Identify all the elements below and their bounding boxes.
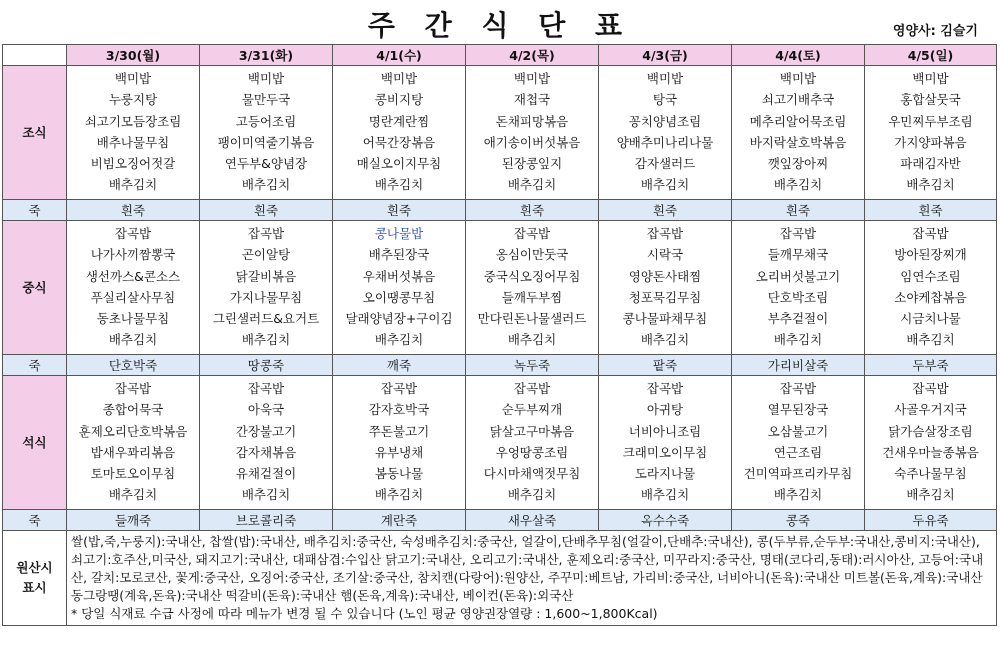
porridge-cell: 두유죽 (865, 510, 997, 531)
menu-item: 백미밥 (513, 71, 551, 86)
evening-porridge-row (3, 510, 997, 531)
menu-item: 크래미오이무침 (622, 444, 708, 460)
menu-item: 메추리알어묵조림 (749, 113, 847, 129)
day-header: 4/5(일) (865, 45, 997, 66)
menu-item: 백미밥 (247, 71, 285, 86)
menu-item: 물만두국 (241, 92, 291, 108)
menu-item: 배추김치 (374, 177, 424, 193)
menu-item: 봄동나물 (374, 466, 424, 482)
menu-item: 열무된장국 (767, 402, 829, 418)
lunch-cell (732, 221, 865, 355)
menu-item: 닭갈비볶음 (235, 268, 297, 284)
origin-row (3, 531, 997, 626)
porridge-cell: 새우살죽 (466, 510, 599, 531)
menu-item: 잡곡밥 (779, 226, 817, 241)
origin-info (67, 531, 997, 626)
menu-change-note: * 당일 식재료 수급 사정에 따라 메뉴가 변경 될 수 있습니다 (노인 평균 영양권장열량 : 1,600~1,800Kcal) (71, 606, 658, 621)
menu-item: 잡곡밥 (513, 381, 551, 396)
menu-item: 들깨무채국 (767, 247, 829, 263)
menu-item: 토마토오이무침 (90, 466, 176, 482)
menu-item: 아귀탕 (646, 402, 684, 418)
day-header: 3/30(월) (67, 45, 200, 66)
menu-item: 꽁치양념조림 (628, 113, 702, 129)
menu-item: 돈채피망볶음 (495, 113, 569, 129)
menu-item: 백미밥 (114, 71, 152, 86)
menu-item: 애기송이버섯볶음 (483, 134, 581, 150)
page-title: 주 간 식 단 표 (367, 9, 633, 42)
menu-item: 우민찌두부조림 (888, 113, 973, 129)
menu-item: 건미역파프리카무침 (743, 466, 853, 482)
menu-item: 임연수조림 (900, 268, 961, 284)
menu-item: 팽이미역줄기볶음 (217, 134, 315, 150)
dinner-cell (67, 376, 200, 510)
porridge-cell: 옥수수죽 (599, 510, 732, 531)
menu-item: 감자호박국 (368, 402, 430, 418)
lunch-cell (466, 221, 599, 355)
menu-item: 중국식오징어무침 (483, 268, 581, 284)
porridge-cell: 팥죽 (599, 355, 732, 376)
menu-item: 배추김치 (773, 332, 823, 348)
menu-item: 감자채볶음 (235, 444, 297, 460)
porridge-cell: 깨죽 (333, 355, 466, 376)
porridge-cell: 흰죽 (865, 200, 997, 221)
menu-item: 배추나물무침 (96, 134, 170, 150)
porridge-label: 죽 (3, 510, 67, 531)
menu-item: 고등어조림 (235, 113, 297, 129)
menu-item: 파래김자반 (900, 156, 961, 172)
menu-item: 그린샐러드&요거트 (212, 311, 320, 327)
menu-item: 유채겉절이 (235, 466, 297, 482)
menu-item: 쇠고기배추국 (761, 92, 835, 108)
morning-porridge-row (3, 200, 997, 221)
menu-item: 배추김치 (108, 487, 158, 503)
dinner-row (3, 376, 997, 510)
menu-item: 홍합살뭇국 (900, 92, 961, 108)
lunch-cell (67, 221, 200, 355)
lunch-row (3, 221, 997, 355)
lunch-label: 중식 (3, 221, 67, 355)
porridge-cell: 콩죽 (732, 510, 865, 531)
menu-item: 쇠고기모듬장조림 (84, 113, 182, 129)
porridge-cell: 두부죽 (865, 355, 997, 376)
menu-item: 동초나물무침 (96, 311, 170, 327)
menu-item: 잡곡밥 (380, 381, 418, 396)
afternoon-porridge-row (3, 355, 997, 376)
menu-item: 달래양념장+구이김 (345, 311, 453, 327)
menu-item: 잡곡밥 (114, 226, 152, 241)
breakfast-cell (200, 66, 333, 200)
menu-item: 푸실리살사무침 (90, 289, 176, 305)
menu-item: 훈제오리단호박볶음 (78, 423, 188, 439)
porridge-cell: 흰죽 (732, 200, 865, 221)
menu-item: 잡곡밥 (247, 226, 285, 241)
porridge-cell: 녹두죽 (466, 355, 599, 376)
dinner-cell (200, 376, 333, 510)
menu-item: 영양돈사태찜 (628, 268, 702, 284)
menu-item: 감자샐러드 (634, 156, 696, 172)
porridge-cell: 흰죽 (599, 200, 732, 221)
menu-item: 우엉땅콩조림 (495, 444, 569, 460)
menu-item: 배추김치 (108, 332, 158, 348)
breakfast-label: 조식 (3, 66, 67, 200)
menu-item: 배추김치 (507, 487, 557, 503)
menu-item: 잡곡밥 (646, 381, 684, 396)
porridge-label: 죽 (3, 200, 67, 221)
origin-label-line1: 원산시 (16, 560, 53, 575)
menu-item: 잡곡밥 (779, 381, 817, 396)
menu-item: 건새우마늘종볶음 (882, 444, 979, 460)
menu-item: 배추김치 (773, 487, 823, 503)
menu-item: 바지락살호박볶음 (749, 134, 847, 150)
menu-item: 우채버섯볶음 (362, 268, 436, 284)
porridge-cell: 브로콜리죽 (200, 510, 333, 531)
menu-item: 부추겉절이 (767, 311, 829, 327)
origin-label (3, 531, 67, 626)
day-header-row (3, 45, 997, 66)
menu-item: 매실오이지무침 (356, 156, 442, 172)
menu-item: 오이땡콩무침 (362, 289, 436, 305)
menu-item: 탕국 (652, 92, 678, 108)
menu-item: 배추김치 (773, 177, 823, 193)
menu-item: 간장불고기 (235, 423, 297, 439)
menu-item: 가지나물무침 (229, 289, 303, 305)
porridge-cell: 계란죽 (333, 510, 466, 531)
menu-item: 밥새우꽈리볶음 (90, 444, 176, 460)
menu-item: 오리버섯불고기 (755, 268, 841, 284)
menu-item: 배추김치 (640, 332, 690, 348)
menu-item: 배추김치 (906, 487, 955, 503)
origin-text: 쌀(밥,죽,누룽지):국내산, 찹쌀(밥):국내산, 배추김치:중국산, 숙성배추김치:중국산, 얼갈이,단배추무침(얼갈이,단배추:국내산), 콩(두부류,순두부:국내산,콩비지:국내산), 쇠고기:호주산,미국산, 돼지고기:국내산, 대패삼겹:수입산 닭고기:국내산, 오리고기:국내산, 훈제오리:중국산, 미꾸라지:중국산, 명태(코다리,동태):러시아산, 고등어:국내산, 갈치:모로코산, 꽃게:중국산, 오징어:중국산, 조기살:중국산, 참치캔(다랑어):원양산, 주꾸미:베트남, 가리비:중국산, 너비아니(돈육):국내산 미트볼(돈육,계육):국내산 동그랑땡(계육,돈육):국내산 떡갈비(돈육):국내산 햄(돈육,계육):국내산, 베이컨(돈육):외국산 (71, 534, 984, 603)
lunch-cell (599, 221, 732, 355)
menu-item: 나가사끼짬뽕국 (90, 247, 176, 263)
menu-item: 양배추미나리나물 (616, 134, 714, 150)
menu-item: 연두부&양념장 (224, 156, 308, 172)
day-header: 3/31(화) (200, 45, 333, 66)
day-header: 4/3(금) (599, 45, 732, 66)
breakfast-cell (466, 66, 599, 200)
porridge-cell: 땅콩죽 (200, 355, 333, 376)
menu-item: 배추김치 (507, 177, 557, 193)
menu-item: 누룽지탕 (108, 92, 158, 108)
lunch-cell (865, 221, 997, 355)
menu-item: 잡곡밥 (513, 226, 551, 241)
porridge-cell: 가리비살죽 (732, 355, 865, 376)
day-header: 4/2(목) (466, 45, 599, 66)
menu-item: 콩나물파채무침 (622, 311, 708, 327)
title-bar (0, 0, 1000, 44)
menu-item: 재첩국 (513, 92, 551, 108)
menu-item: 배추김치 (108, 177, 158, 193)
menu-item: 잡곡밥 (912, 381, 949, 396)
porridge-cell: 흰죽 (466, 200, 599, 221)
menu-item: 곤이알탕 (241, 247, 291, 263)
menu-item: 숙주나물무침 (894, 466, 967, 482)
dinner-cell (466, 376, 599, 510)
menu-item: 유부냉채 (374, 444, 424, 460)
menu-item: 콩나물밥 (374, 226, 424, 241)
origin-label-line2: 표시 (22, 580, 47, 595)
porridge-cell: 흰죽 (333, 200, 466, 221)
day-header: 4/1(수) (333, 45, 466, 66)
menu-item: 어묵간장볶음 (362, 134, 436, 150)
menu-item: 너비아니조림 (628, 423, 702, 439)
menu-item: 소야케찹볶음 (894, 289, 967, 305)
menu-item: 옹심이만둣국 (495, 247, 569, 263)
breakfast-cell (599, 66, 732, 200)
menu-item: 종합어묵국 (102, 402, 164, 418)
dinner-cell (599, 376, 732, 510)
menu-item: 잡곡밥 (247, 381, 285, 396)
menu-item: 아욱국 (247, 402, 285, 418)
menu-item: 연근조림 (773, 444, 823, 460)
porridge-cell: 흰죽 (200, 200, 333, 221)
menu-item: 닭가슴살장조림 (888, 423, 973, 439)
menu-item: 명란계란찜 (368, 113, 430, 129)
weekly-menu-table (2, 44, 997, 626)
breakfast-cell (865, 66, 997, 200)
menu-item: 배추김치 (241, 177, 291, 193)
menu-item: 된장콩잎지 (501, 156, 563, 172)
dietitian-name: 영양사: 김슬기 (892, 24, 978, 39)
menu-item: 생선까스&콘소스 (85, 268, 181, 284)
lunch-cell (333, 221, 466, 355)
menu-item: 배추김치 (374, 487, 424, 503)
menu-item: 배추김치 (241, 332, 291, 348)
porridge-label: 죽 (3, 355, 67, 376)
dinner-cell (732, 376, 865, 510)
menu-item: 순두부찌개 (501, 402, 563, 418)
menu-item: 오삼불고기 (767, 423, 829, 439)
menu-item: 단호박조림 (767, 289, 829, 305)
menu-item: 배추김치 (906, 177, 955, 193)
menu-item: 배추된장국 (368, 247, 430, 263)
menu-item: 방아된장찌개 (894, 247, 967, 263)
menu-item: 배추김치 (640, 487, 690, 503)
menu-item: 사골우거지국 (894, 402, 967, 418)
menu-item: 잡곡밥 (912, 226, 949, 241)
corner-cell (3, 45, 67, 66)
dinner-cell (865, 376, 997, 510)
breakfast-row (3, 66, 997, 200)
porridge-cell: 단호박죽 (67, 355, 200, 376)
breakfast-cell (333, 66, 466, 200)
menu-item: 시금치나물 (900, 311, 961, 327)
lunch-cell (200, 221, 333, 355)
menu-item: 배추김치 (374, 332, 424, 348)
menu-item: 배추김치 (906, 332, 955, 348)
porridge-cell: 흰죽 (67, 200, 200, 221)
menu-item: 콩비지탕 (374, 92, 424, 108)
dinner-label: 석식 (3, 376, 67, 510)
menu-item: 백미밥 (646, 71, 684, 86)
day-header: 4/4(토) (732, 45, 865, 66)
menu-item: 배추김치 (507, 332, 557, 348)
menu-item: 배추김치 (640, 177, 690, 193)
menu-item: 배추김치 (241, 487, 291, 503)
menu-item: 시락국 (646, 247, 684, 263)
menu-item: 백미밥 (912, 71, 949, 86)
menu-item: 도라지나물 (634, 466, 696, 482)
breakfast-cell (732, 66, 865, 200)
dinner-cell (333, 376, 466, 510)
menu-item: 쭈돈불고기 (368, 423, 430, 439)
menu-item: 비빔오징어젓갈 (90, 156, 176, 172)
menu-item: 닭살고구마볶음 (489, 423, 575, 439)
menu-item: 다시마채액젓무침 (483, 466, 581, 482)
menu-item: 깻잎장아찌 (767, 156, 829, 172)
breakfast-cell (67, 66, 200, 200)
menu-item: 들깨두부찜 (501, 289, 563, 305)
menu-item: 백미밥 (779, 71, 817, 86)
menu-item: 잡곡밥 (646, 226, 684, 241)
menu-item: 청포묵김무침 (628, 289, 702, 305)
menu-item: 백미밥 (380, 71, 418, 86)
menu-item: 만다린돈나물샐러드 (477, 311, 587, 327)
menu-item: 가지양파볶음 (894, 134, 967, 150)
menu-item: 잡곡밥 (114, 381, 152, 396)
porridge-cell: 들깨죽 (67, 510, 200, 531)
